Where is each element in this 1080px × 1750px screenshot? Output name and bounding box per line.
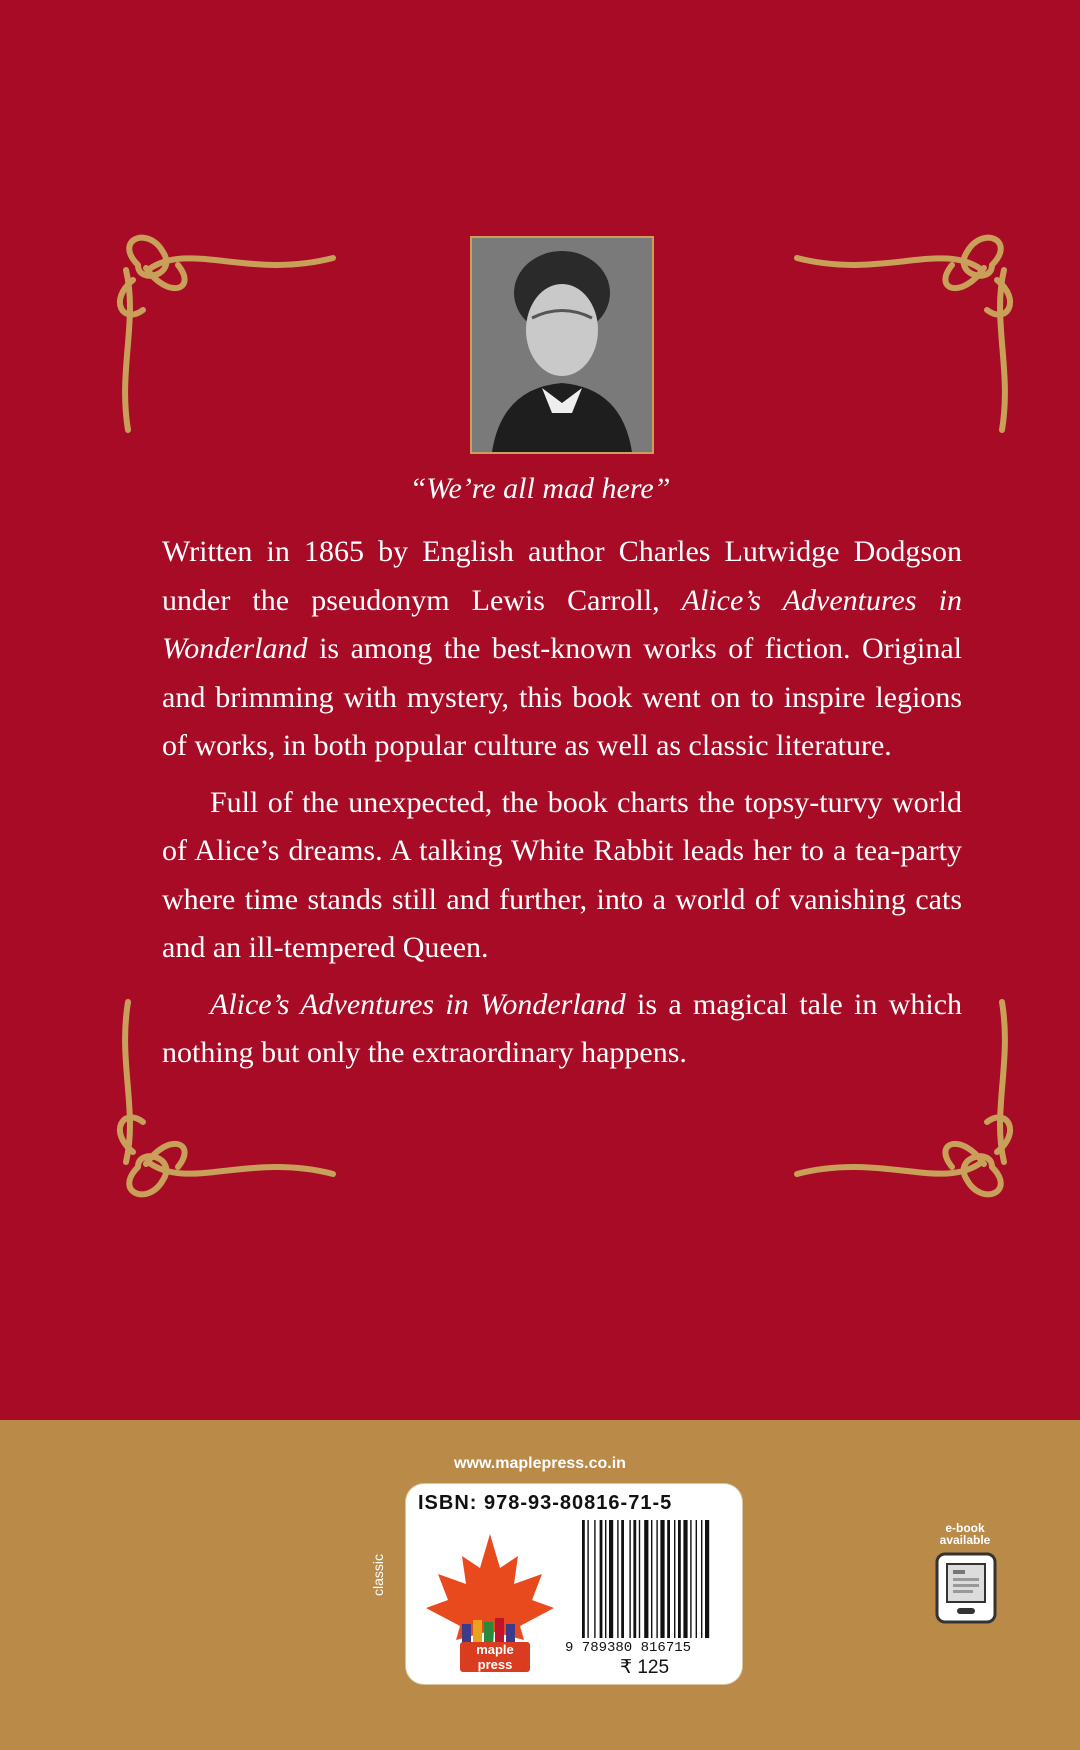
barcode-bar — [705, 1520, 709, 1638]
ribbon-corner-icon — [792, 230, 1022, 450]
book-title-italic: Alice’s Adventures in Wonderland — [210, 987, 626, 1021]
price-label: ₹ 125 — [620, 1657, 670, 1678]
barcode-bar — [644, 1520, 648, 1638]
blurb-paragraph-3: Alice’s Adventures in Wonderland is a magical tale in which nothing but only the extraordinary happens. — [162, 987, 962, 1069]
pull-quote: “We’re all mad here” — [409, 472, 671, 505]
barcode-bar — [617, 1520, 618, 1638]
barcode-bar — [651, 1520, 652, 1638]
barcode-bar — [582, 1520, 585, 1638]
author-portrait — [470, 236, 654, 454]
publisher-brand: maple press — [460, 1642, 530, 1672]
barcode-bar — [674, 1520, 675, 1638]
barcode-bar — [660, 1520, 664, 1638]
barcode-digits: 9 789380 816715 — [565, 1640, 692, 1656]
barcode-bar — [678, 1520, 681, 1638]
barcode-bar — [683, 1520, 687, 1638]
barcode-bar — [701, 1520, 702, 1638]
barcode-bar — [667, 1520, 670, 1638]
ebook-available-label: e-book available — [939, 1521, 991, 1547]
ereader-icon — [935, 1552, 997, 1624]
series-label: classic — [370, 1553, 386, 1596]
blurb-paragraph-2: Full of the unexpected, the book charts the topsy-turvy world of Alice’s dreams. A talking White Rabbit leads her to a tea-party where time stands still and further, into a world of vanishing cats and an ill-tempered Queen. — [162, 785, 962, 964]
barcode-icon — [580, 1520, 732, 1640]
barcode-bar — [633, 1520, 636, 1638]
barcode-bar — [605, 1520, 606, 1638]
barcode-bar — [621, 1520, 624, 1638]
ribbon-corner-icon — [108, 230, 338, 450]
barcode-bar — [696, 1520, 697, 1638]
barcode-bar — [629, 1520, 630, 1638]
barcode-bar — [594, 1520, 595, 1638]
barcode-bar — [639, 1520, 640, 1638]
barcode-bar — [690, 1520, 691, 1638]
blurb-paragraph-1: Written in 1865 by English author Charles Lutwidge Dodgson under the pseudonym Lewis Carroll, Alice’s Adventures in Wonderland is among the best-known works of fiction. Original and brimming with mystery, this book went on to inspire legions of works, in both popular culture as well as classic literature. — [162, 535, 962, 762]
blurb-text — [162, 528, 962, 1086]
publisher-website: www.maplepress.co.in — [454, 1455, 626, 1472]
barcode-bar — [587, 1520, 588, 1638]
isbn-text: ISBN: 978-93-80816-71-5 — [418, 1492, 673, 1514]
barcode-bar — [609, 1520, 613, 1638]
book-title-italic: Alice’s Adventures in Wonderland — [162, 583, 962, 665]
barcode-bar — [600, 1520, 603, 1638]
barcode-bar — [656, 1520, 657, 1638]
